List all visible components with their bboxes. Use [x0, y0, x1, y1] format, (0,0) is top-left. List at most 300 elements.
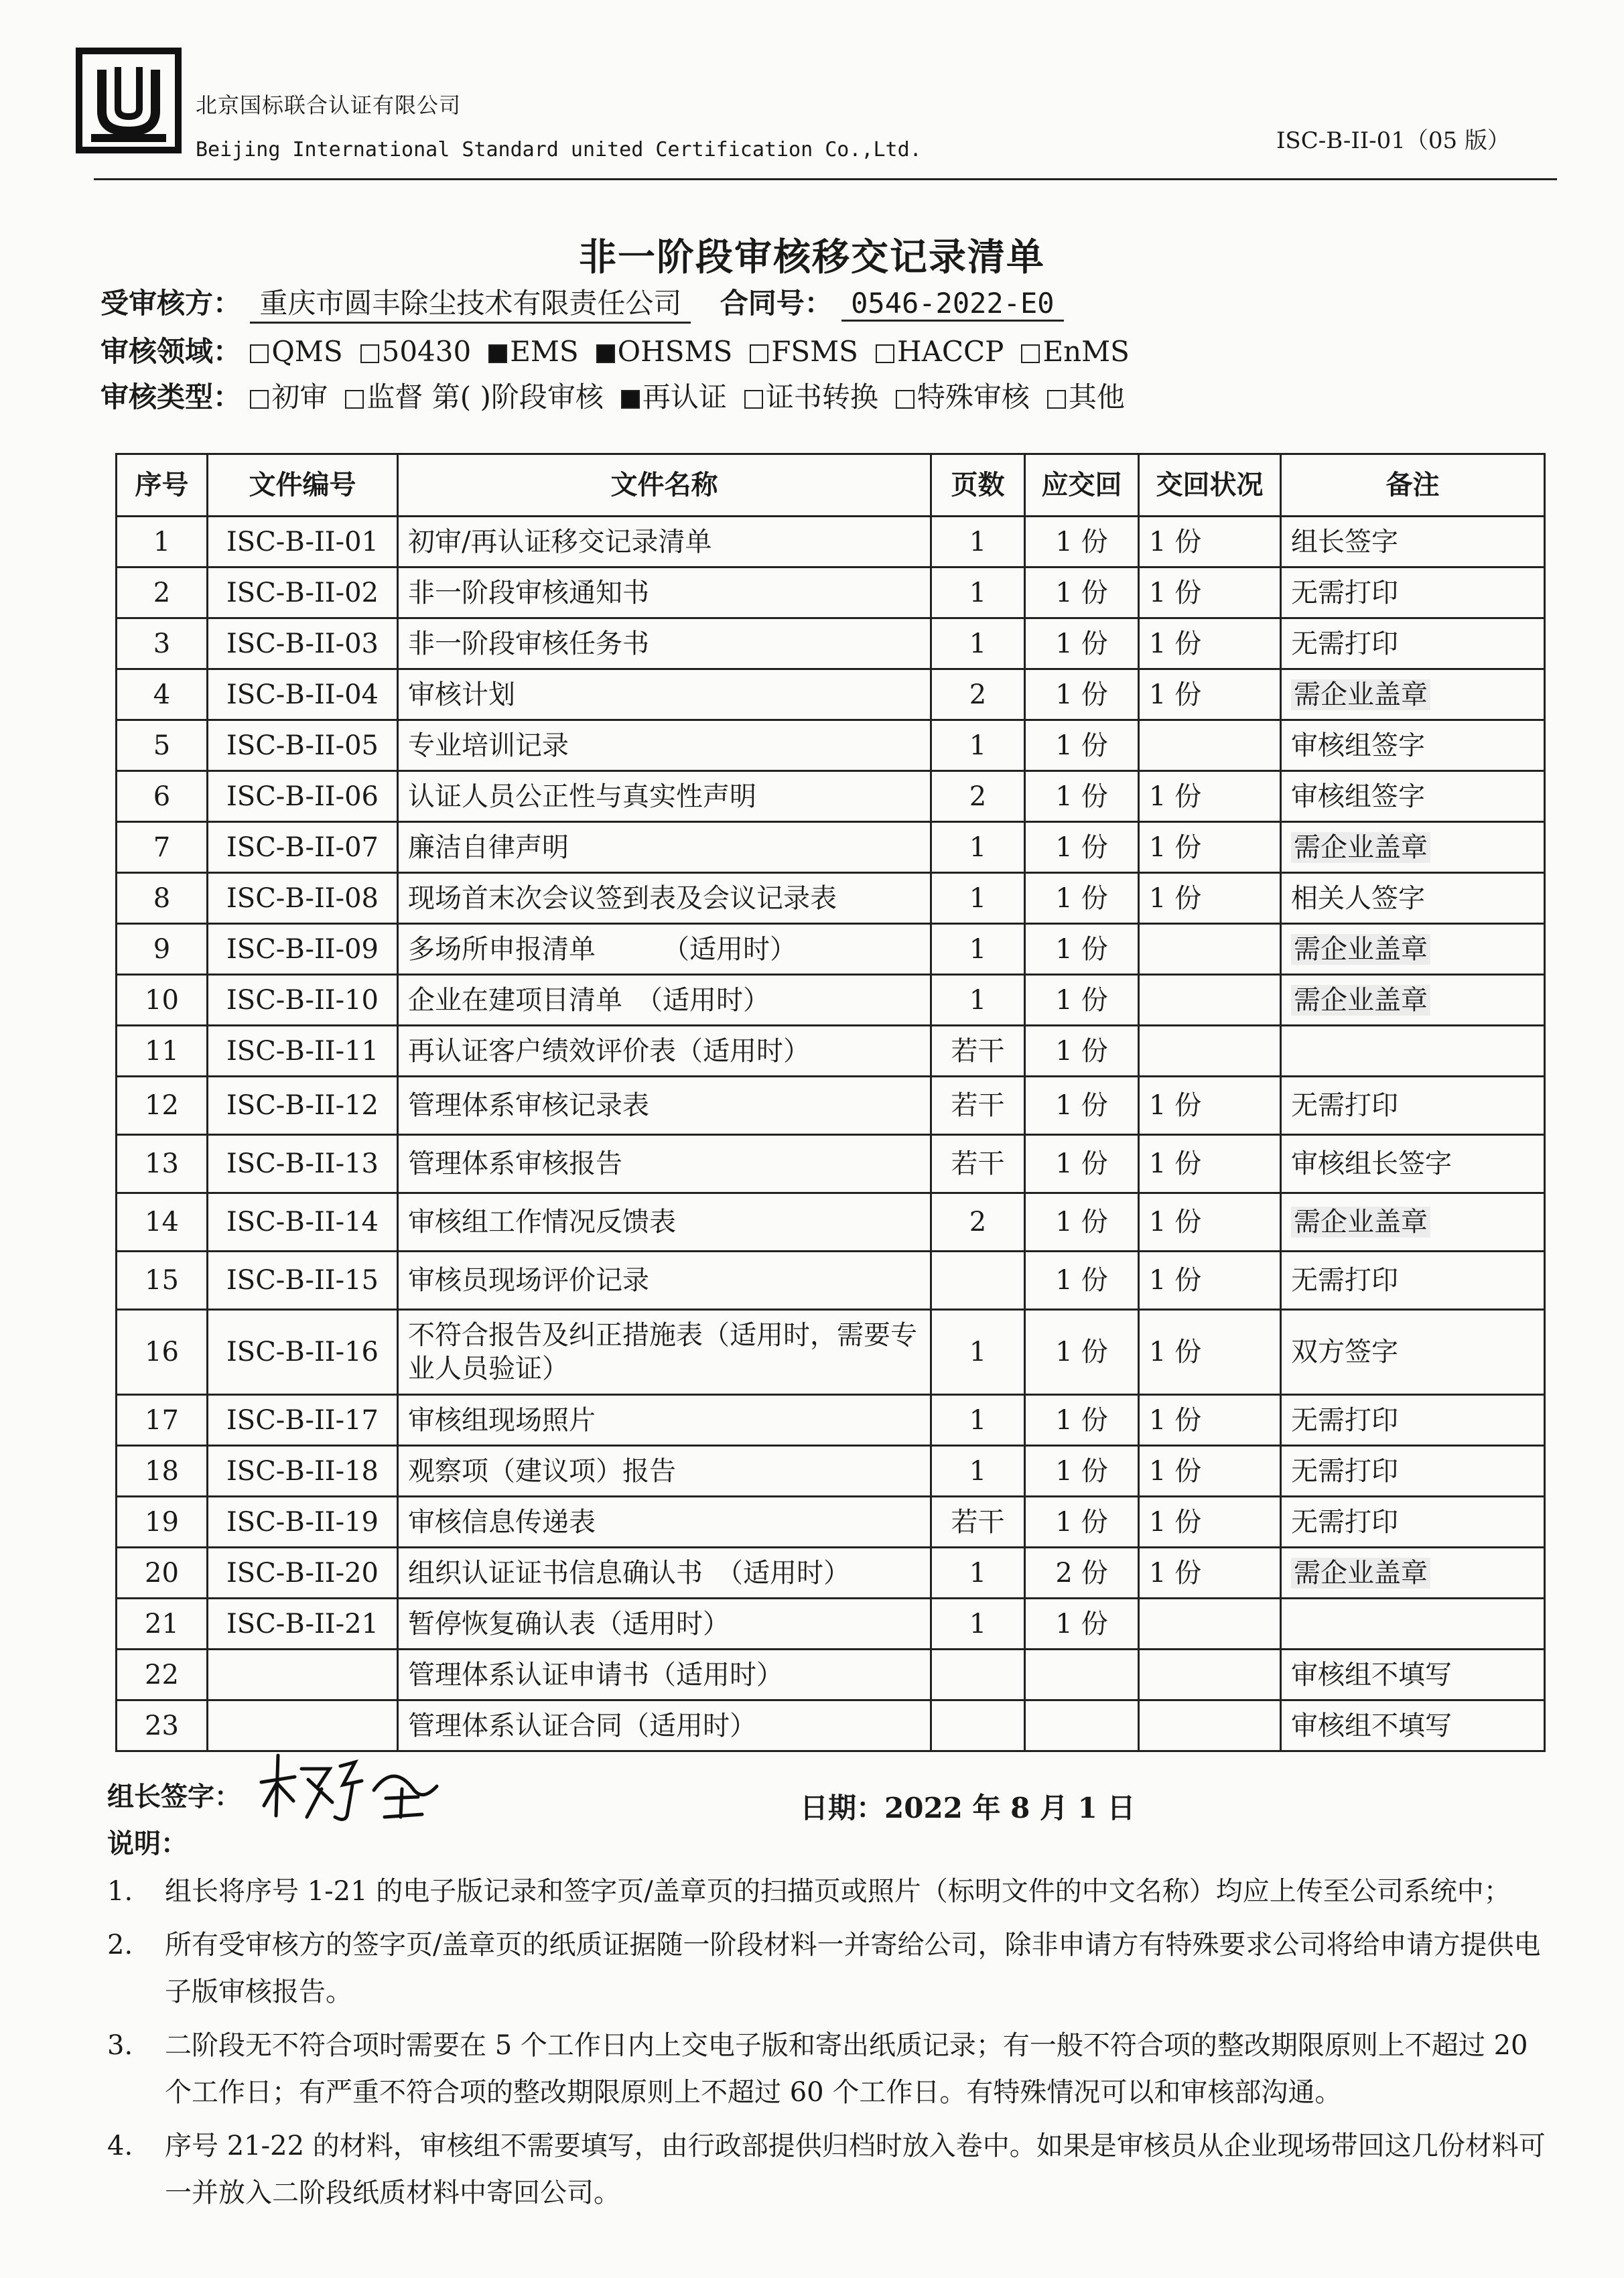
audit-type-option[interactable]: [1047, 375, 1125, 415]
return-status-cell: [1139, 771, 1281, 822]
file-name-cell: [398, 822, 931, 873]
document-code: ISC-B-II-01（05 版）: [1276, 127, 1510, 154]
remark-cell-text: 无需打印: [1291, 1090, 1398, 1121]
row-number-cell-text: 20: [145, 1557, 179, 1589]
records-table: [115, 453, 1546, 1752]
copies-due-cell-text: 1 份: [1055, 882, 1108, 914]
table-row: [117, 924, 1545, 975]
return-status-cell-text: 1 份: [1149, 1207, 1202, 1237]
checked-box-icon[interactable]: [488, 344, 507, 363]
table-row: [117, 873, 1545, 924]
notes-heading: 说明：: [107, 1828, 188, 1859]
table-row: [117, 1446, 1545, 1497]
page-count-cell: [931, 924, 1025, 975]
remark-cell: [1281, 618, 1545, 669]
copies-due-cell: [1025, 873, 1139, 924]
remark-cell-text: 需企业盖章: [1291, 1207, 1430, 1237]
file-code-cell: [208, 1497, 398, 1548]
file-name-cell: [398, 1395, 931, 1446]
remark-cell-text: 需企业盖章: [1291, 832, 1430, 863]
audit-domain-option[interactable]: [488, 335, 578, 368]
unchecked-box-icon[interactable]: [750, 344, 768, 363]
audit-domain-option[interactable]: [750, 335, 858, 368]
leader-signature-label: 组长签字：: [107, 1781, 241, 1812]
file-name-cell: [398, 1446, 931, 1497]
return-status-cell: [1139, 618, 1281, 669]
file-code-cell: [208, 720, 398, 771]
file-name-cell-text: 认证人员公正性与真实性声明: [408, 781, 756, 812]
col-header-code: 文件编号: [208, 454, 398, 517]
return-status-cell: [1139, 924, 1281, 975]
remark-cell-text: 无需打印: [1291, 1506, 1398, 1538]
remark-cell: [1281, 1599, 1545, 1650]
file-code-cell: [208, 822, 398, 873]
file-name-cell-text: 审核信息传递表: [408, 1506, 596, 1538]
file-code-cell-text: ISC-B-II-19: [226, 1506, 379, 1538]
copies-due-cell-text: 1 份: [1055, 1608, 1108, 1639]
copies-due-cell-text: 1 份: [1055, 984, 1108, 1016]
audit-type-option-label: 监督 第( )阶段审核: [366, 381, 604, 413]
remark-cell: [1281, 1548, 1545, 1599]
col-header-due: 应交回: [1025, 454, 1139, 517]
auditee-line: [100, 281, 1084, 324]
audit-domain-label: 审核领域：: [100, 335, 242, 368]
file-name-cell: [398, 1650, 931, 1700]
row-number-cell-text: 13: [145, 1148, 179, 1179]
file-code-cell-text: ISC-B-II-02: [226, 577, 379, 608]
page-count-cell: [931, 567, 1025, 618]
copies-due-cell: [1025, 618, 1139, 669]
file-code-cell: [208, 1395, 398, 1446]
table-row: [117, 1548, 1545, 1599]
audit-domain-option-label: EMS: [510, 335, 579, 368]
row-number-cell: [117, 517, 208, 567]
copies-due-cell-text: 1 份: [1055, 781, 1108, 812]
remark-cell-text: 审核组不填写: [1291, 1659, 1452, 1690]
file-name-cell-text: 管理体系认证申请书（适用时）: [408, 1659, 783, 1690]
unchecked-box-icon[interactable]: [250, 390, 269, 409]
row-number-cell-text: 9: [153, 933, 171, 965]
audit-type-option-label: 再认证: [642, 381, 727, 413]
file-code-cell-text: ISC-B-II-07: [226, 831, 379, 863]
copies-due-cell-text: 1 份: [1055, 628, 1108, 659]
row-number-cell: [117, 567, 208, 618]
table-row: [117, 975, 1545, 1026]
note-item: [107, 1922, 1561, 2015]
unchecked-box-icon[interactable]: [876, 344, 894, 363]
file-code-cell-text: ISC-B-II-06: [226, 781, 379, 812]
file-name-cell-text: 审核员现场评价记录: [408, 1265, 649, 1296]
copies-due-cell: [1025, 1193, 1139, 1252]
row-number-cell: [117, 1395, 208, 1446]
file-code-cell: [208, 1310, 398, 1395]
file-name-cell: [398, 1599, 931, 1650]
file-name-cell-text: 不符合报告及纠正措施表（适用时，需要专业人员验证）: [408, 1320, 917, 1384]
page-count-cell: [931, 1135, 1025, 1193]
file-code-cell: [208, 1599, 398, 1650]
remark-cell-text: 审核组不填写: [1291, 1710, 1452, 1741]
audit-type-option[interactable]: [250, 375, 328, 415]
page-count-cell-text: 1: [969, 628, 987, 659]
file-name-cell: [398, 1026, 931, 1077]
file-code-cell: [208, 567, 398, 618]
remark-cell: [1281, 873, 1545, 924]
copies-due-cell-text: 1 份: [1055, 1148, 1108, 1179]
remark-cell: [1281, 1497, 1545, 1548]
file-name-cell: [398, 1497, 931, 1548]
copies-due-cell: [1025, 517, 1139, 567]
unchecked-box-icon[interactable]: [1021, 344, 1040, 363]
return-status-cell: [1139, 1026, 1281, 1077]
remark-cell-text: 无需打印: [1291, 1265, 1398, 1296]
audit-domain-option[interactable]: [250, 335, 342, 368]
row-number-cell-text: 18: [145, 1455, 179, 1487]
checked-box-icon[interactable]: [621, 390, 640, 409]
page-count-cell-text: 1: [969, 1337, 987, 1367]
table-row: [117, 1026, 1545, 1077]
copies-due-cell: [1025, 1599, 1139, 1650]
file-name-cell: [398, 720, 931, 771]
file-name-cell-text: 管理体系审核报告: [408, 1148, 622, 1179]
copies-due-cell-text: 1 份: [1055, 679, 1108, 710]
page-count-cell: [931, 1077, 1025, 1135]
copies-due-cell: [1025, 1135, 1139, 1193]
remark-cell: [1281, 1135, 1545, 1193]
unchecked-box-icon[interactable]: [250, 344, 269, 363]
copies-due-cell: [1025, 1650, 1139, 1700]
audit-domain-option-label: HACCP: [896, 335, 1004, 368]
remark-cell: [1281, 1700, 1545, 1751]
file-name-cell: [398, 771, 931, 822]
row-number-cell: [117, 1446, 208, 1497]
page-count-cell-text: 1: [969, 1455, 987, 1487]
file-name-cell-text: 组织认证证书信息确认书 （适用时）: [408, 1557, 850, 1589]
table-row: [117, 1599, 1545, 1650]
return-status-cell: [1139, 1650, 1281, 1700]
page-count-cell: [931, 1548, 1025, 1599]
table-row: [117, 1497, 1545, 1548]
page-count-cell-text: 2: [969, 1207, 987, 1237]
file-name-cell-text: 审核组现场照片: [408, 1404, 596, 1436]
contract-label: 合同号：: [720, 287, 833, 320]
table-row: [117, 1135, 1545, 1193]
file-code-cell-text: ISC-B-II-17: [226, 1404, 379, 1436]
row-number-cell: [117, 1310, 208, 1395]
page-count-cell-text: 若干: [951, 1035, 1005, 1067]
unchecked-box-icon[interactable]: [744, 390, 763, 409]
audit-domain-option-label: QMS: [271, 335, 343, 368]
col-header-note: 备注: [1281, 454, 1545, 517]
note-text: 二阶段无不符合项时需要在 5 个工作日内上交电子版和寄出纸质记录；有一般不符合项的整改期限原则上不超过 20 个工作日；有严重不符合项的整改期限原则上不超过 60 个工作日。有特殊情况可以和审核部沟通。: [165, 2030, 1528, 2108]
note-item: [107, 2022, 1561, 2116]
file-code-cell: [208, 1446, 398, 1497]
col-header-returned: 交回状况: [1139, 454, 1281, 517]
file-code-cell: [208, 771, 398, 822]
return-status-cell-text: 1 份: [1149, 577, 1202, 608]
file-code-cell: [208, 975, 398, 1026]
remark-cell: [1281, 1252, 1545, 1310]
copies-due-cell-text: 1 份: [1055, 1404, 1108, 1436]
row-number-cell-text: 3: [153, 628, 171, 659]
table-row: [117, 720, 1545, 771]
return-status-cell-text: 1 份: [1149, 526, 1202, 557]
remark-cell: [1281, 771, 1545, 822]
page-count-cell: [931, 1193, 1025, 1252]
return-status-cell: [1139, 1395, 1281, 1446]
file-name-cell-text: 非一阶段审核任务书: [408, 628, 649, 659]
copies-due-cell-text: 1 份: [1055, 933, 1108, 965]
copies-due-cell-text: 1 份: [1055, 1035, 1108, 1067]
checked-box-icon[interactable]: [596, 344, 615, 363]
file-name-cell-text: 审核组工作情况反馈表: [408, 1207, 676, 1237]
file-code-cell: [208, 873, 398, 924]
file-name-cell-text: 管理体系认证合同（适用时）: [408, 1710, 756, 1741]
copies-due-cell: [1025, 1310, 1139, 1395]
copies-due-cell-text: 1 份: [1055, 1265, 1108, 1296]
copies-due-cell-text: 1 份: [1055, 526, 1108, 557]
page-count-cell: [931, 1310, 1025, 1395]
file-name-cell: [398, 1310, 931, 1395]
return-status-cell: [1139, 1700, 1281, 1751]
page-count-cell-text: 2: [969, 781, 987, 812]
copies-due-cell-text: 1 份: [1055, 1337, 1108, 1367]
row-number-cell: [117, 1700, 208, 1751]
row-number-cell-text: 22: [145, 1659, 179, 1690]
table-row: [117, 1650, 1545, 1700]
return-status-cell: [1139, 1077, 1281, 1135]
return-status-cell: [1139, 1599, 1281, 1650]
table-row: [117, 669, 1545, 720]
file-code-cell: [208, 669, 398, 720]
audit-type-option[interactable]: [621, 375, 727, 415]
return-status-cell-text: 1 份: [1149, 679, 1202, 710]
file-name-cell-text: 初审/再认证移交记录清单: [408, 526, 712, 557]
return-status-cell: [1139, 517, 1281, 567]
row-number-cell: [117, 1252, 208, 1310]
copies-due-cell: [1025, 822, 1139, 873]
row-number-cell: [117, 822, 208, 873]
copies-due-cell: [1025, 567, 1139, 618]
row-number-cell: [117, 924, 208, 975]
audit-domain-option-label: EnMS: [1042, 335, 1130, 368]
audit-type-label: 审核类型：: [100, 381, 242, 413]
file-name-cell: [398, 975, 931, 1026]
audit-domain-options: [250, 335, 1147, 368]
audit-domain-option[interactable]: [596, 335, 733, 368]
auditee-value: 重庆市圆丰除尘技术有限责任公司: [250, 281, 691, 324]
unchecked-box-icon[interactable]: [1047, 390, 1066, 409]
copies-due-cell: [1025, 669, 1139, 720]
copies-due-cell-text: 1 份: [1055, 1455, 1108, 1487]
remark-cell-text: 需企业盖章: [1291, 985, 1430, 1016]
copies-due-cell: [1025, 1077, 1139, 1135]
return-status-cell: [1139, 1310, 1281, 1395]
row-number-cell-text: 5: [153, 730, 171, 761]
row-number-cell-text: 15: [145, 1265, 179, 1296]
note-text: 序号 21-22 的材料，审核组不需要填写，由行政部提供归档时放入卷中。如果是审核员从企业现场带回这几份材料可一并放入二阶段纸质材料中寄回公司。: [165, 2131, 1546, 2208]
copies-due-cell: [1025, 1395, 1139, 1446]
return-status-cell: [1139, 1548, 1281, 1599]
row-number-cell: [117, 720, 208, 771]
page-count-cell-text: 若干: [951, 1090, 1005, 1121]
page-count-cell-text: 1: [969, 730, 987, 761]
audit-type-option[interactable]: [345, 375, 603, 415]
return-status-cell: [1139, 1252, 1281, 1310]
page-count-cell: [931, 822, 1025, 873]
table-row: [117, 1395, 1545, 1446]
note-number: 4.: [107, 2131, 133, 2161]
file-code-cell-text: ISC-B-II-10: [226, 984, 379, 1016]
copies-due-cell: [1025, 1026, 1139, 1077]
file-code-cell-text: ISC-B-II-03: [226, 628, 379, 659]
file-code-cell-text: ISC-B-II-15: [226, 1265, 379, 1296]
page-count-cell: [931, 771, 1025, 822]
page-count-cell-text: 1: [969, 933, 987, 965]
file-name-cell-text: 再认证客户绩效评价表（适用时）: [408, 1035, 810, 1067]
audit-type-option[interactable]: [896, 375, 1030, 415]
copies-due-cell-text: 1 份: [1055, 1506, 1108, 1538]
row-number-cell-text: 2: [153, 577, 171, 608]
table-row: [117, 567, 1545, 618]
file-name-cell: [398, 669, 931, 720]
file-code-cell: [208, 1548, 398, 1599]
audit-domain-option-label: OHSMS: [617, 335, 733, 368]
unchecked-box-icon[interactable]: [345, 390, 364, 409]
file-name-cell-text: 非一阶段审核通知书: [408, 577, 649, 608]
company-name-en: Beijing International Standard united Certification Co.,Ltd.: [196, 138, 922, 161]
note-item: [107, 2123, 1561, 2216]
row-number-cell-text: 11: [145, 1035, 179, 1067]
note-number: 1.: [107, 1876, 133, 1907]
file-code-cell-text: ISC-B-II-20: [226, 1557, 379, 1589]
return-status-cell-text: 1 份: [1149, 882, 1202, 914]
page-count-cell: [931, 1446, 1025, 1497]
row-number-cell-text: 19: [145, 1506, 179, 1538]
unchecked-box-icon[interactable]: [360, 344, 379, 363]
file-code-cell: [208, 1252, 398, 1310]
audit-domain-option-label: 50430: [381, 335, 472, 368]
file-name-cell: [398, 924, 931, 975]
notes-list: [107, 1868, 1561, 2223]
remark-cell-text: 无需打印: [1291, 1404, 1398, 1436]
file-name-cell: [398, 517, 931, 567]
file-name-cell-text: 审核计划: [408, 679, 515, 710]
table-row: [117, 771, 1545, 822]
table-row: [117, 822, 1545, 873]
return-status-cell-text: 1 份: [1149, 1404, 1202, 1436]
return-status-cell-text: 1 份: [1149, 1557, 1202, 1589]
return-status-cell-text: 1 份: [1149, 1090, 1202, 1121]
table-row: [117, 1252, 1545, 1310]
file-name-cell: [398, 1252, 931, 1310]
row-number-cell-text: 12: [145, 1090, 179, 1121]
remark-cell-text: 相关人签字: [1291, 882, 1425, 914]
remark-cell: [1281, 1446, 1545, 1497]
audit-type-option-label: 证书转换: [765, 381, 878, 413]
return-status-cell: [1139, 567, 1281, 618]
table-row: [117, 1310, 1545, 1395]
return-status-cell: [1139, 669, 1281, 720]
audit-type-option[interactable]: [744, 375, 878, 415]
return-status-cell: [1139, 1497, 1281, 1548]
row-number-cell-text: 14: [145, 1207, 179, 1237]
row-number-cell-text: 10: [145, 984, 179, 1016]
row-number-cell-text: 16: [145, 1337, 179, 1367]
remark-cell-text: 需企业盖章: [1291, 679, 1430, 710]
return-status-cell-text: 1 份: [1149, 1506, 1202, 1538]
remark-cell-text: 需企业盖章: [1291, 934, 1430, 965]
copies-due-cell-text: 1 份: [1055, 1207, 1108, 1237]
page-count-cell: [931, 1650, 1025, 1700]
return-status-cell-text: 1 份: [1149, 1455, 1202, 1487]
col-header-name: 文件名称: [398, 454, 931, 517]
remark-cell-text: 需企业盖章: [1291, 1558, 1430, 1589]
page-count-cell-text: 1: [969, 577, 987, 608]
header-divider: [94, 178, 1557, 180]
document-title: 非一阶段审核移交记录清单: [579, 235, 1045, 279]
page-count-cell: [931, 1395, 1025, 1446]
file-code-cell: [208, 1026, 398, 1077]
remark-cell: [1281, 1193, 1545, 1252]
col-header-pages: 页数: [931, 454, 1025, 517]
file-code-cell-text: ISC-B-II-04: [226, 679, 379, 710]
return-status-cell-text: 1 份: [1149, 1265, 1202, 1296]
page-count-cell-text: 1: [969, 1404, 987, 1436]
file-name-cell: [398, 1700, 931, 1751]
table-row: [117, 1077, 1545, 1135]
copies-due-cell-text: 1 份: [1055, 831, 1108, 863]
audit-domain-option[interactable]: [1021, 335, 1130, 368]
return-status-cell: [1139, 1446, 1281, 1497]
audit-domain-option[interactable]: [876, 335, 1004, 368]
page-count-cell: [931, 618, 1025, 669]
page-count-cell: [931, 873, 1025, 924]
return-status-cell: [1139, 720, 1281, 771]
remark-cell-text: 审核组长签字: [1291, 1148, 1452, 1179]
row-number-cell-text: 1: [153, 526, 171, 557]
file-name-cell-text: 多场所申报清单 （适用时）: [408, 933, 797, 965]
unchecked-box-icon[interactable]: [896, 390, 915, 409]
page-count-cell: [931, 517, 1025, 567]
file-code-cell: [208, 1193, 398, 1252]
return-status-cell: [1139, 1193, 1281, 1252]
file-code-cell: [208, 1135, 398, 1193]
row-number-cell-text: 17: [145, 1404, 179, 1436]
audit-type-options: [250, 381, 1142, 413]
file-name-cell: [398, 618, 931, 669]
copies-due-cell: [1025, 720, 1139, 771]
file-code-cell: [208, 517, 398, 567]
audit-type-option-label: 其他: [1068, 381, 1125, 413]
company-logo: [75, 47, 182, 154]
row-number-cell-text: 4: [153, 679, 171, 710]
audit-domain-option[interactable]: [360, 335, 472, 368]
copies-due-cell: [1025, 1446, 1139, 1497]
contract-value: 0546-2022-E0: [841, 287, 1063, 322]
table-row: [117, 517, 1545, 567]
remark-cell: [1281, 975, 1545, 1026]
row-number-cell: [117, 873, 208, 924]
row-number-cell-text: 21: [145, 1608, 179, 1639]
page-count-cell-text: 若干: [951, 1506, 1005, 1538]
file-name-cell-text: 专业培训记录: [408, 730, 569, 761]
file-code-cell-text: ISC-B-II-21: [226, 1608, 379, 1639]
file-name-cell: [398, 1077, 931, 1135]
copies-due-cell: [1025, 1700, 1139, 1751]
page-count-cell-text: 1: [969, 526, 987, 557]
file-name-cell: [398, 1193, 931, 1252]
file-code-cell-text: ISC-B-II-09: [226, 933, 379, 965]
